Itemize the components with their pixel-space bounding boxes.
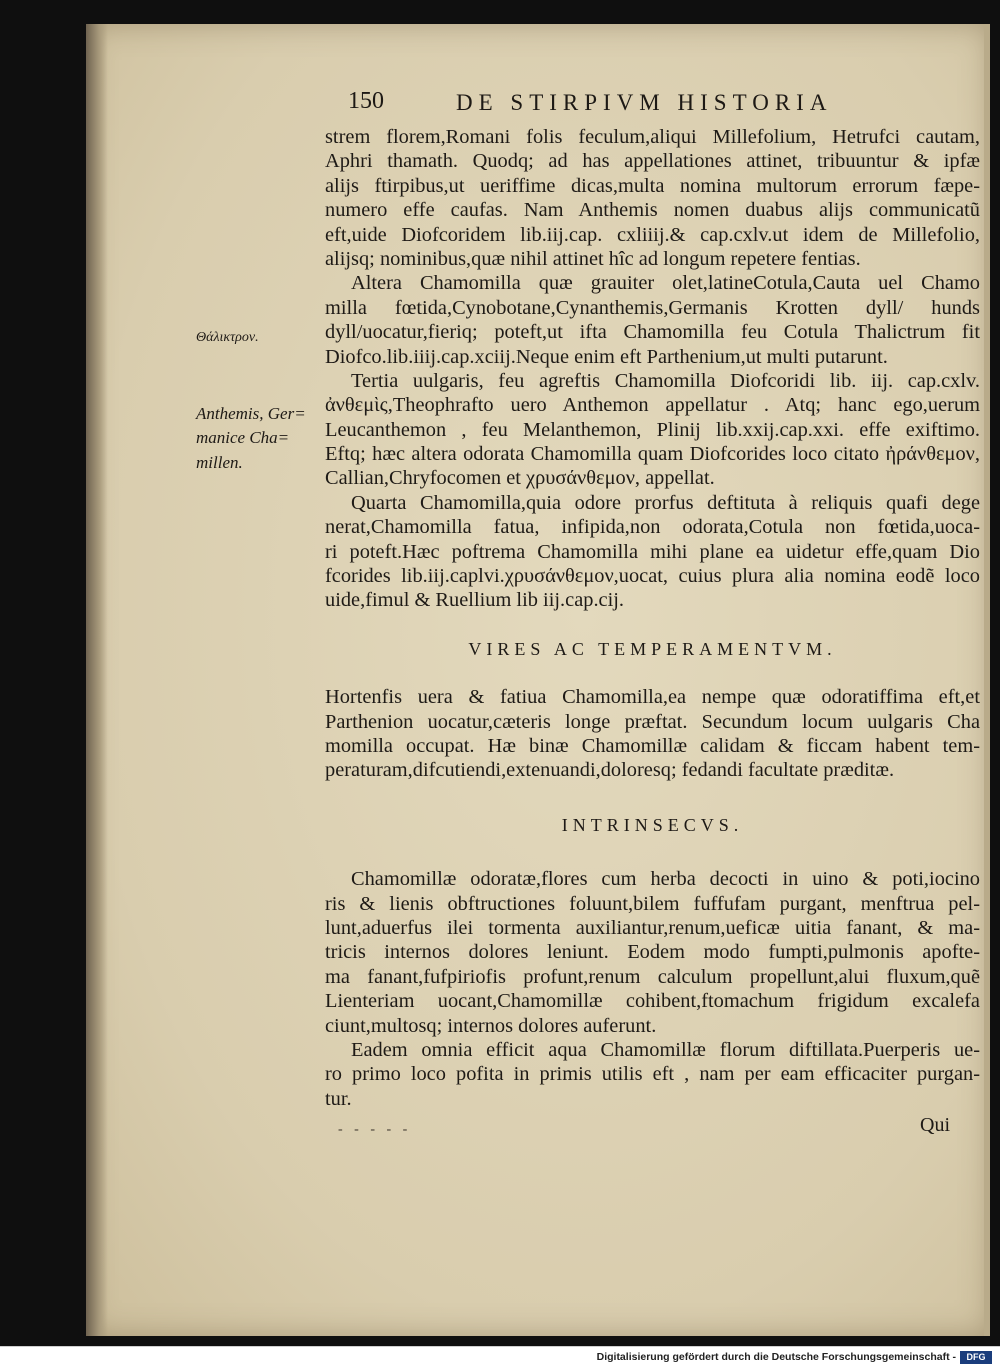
text-line: Lienteriam uocant,Chamomillæ cohibent,ftomachum frigidum excalefa (325, 990, 980, 1013)
margin-note-anthemis (196, 402, 306, 475)
body-text (325, 125, 980, 1135)
page-edge (984, 24, 990, 1336)
bottom-dashes: - - - - - (338, 1122, 412, 1137)
section-heading-vires: VIRES AC TEMPERAMENTVM. (468, 638, 837, 659)
text-line: momilla occupat. Hæ binæ Chamomillæ calidam & ficcam habent tem- (325, 734, 980, 757)
text-line: Leucanthemon , feu Melanthemon, Plinij lib.xxij.cap.xxi. effe exiftimo. (325, 418, 980, 441)
text-line: milla fœtida,Cynobotane,Cynanthemis,Germanis Krotten dyll/ hunds (325, 296, 980, 319)
text-line: eft,uide Diofcoridem lib.iij.cap. cxliiij.& cap.cxlv.ut idem de Millefolio, (325, 223, 980, 246)
text-line: Eftq; hæc altera odorata Chamomilla quam Diofcorides loco citato ἠράνθεμον, (325, 443, 980, 466)
text-line: peraturam,difcutiendi,extenuandi,doloresq; fedandi facultate præditæ. (325, 759, 895, 782)
catchword: Qui (920, 1114, 950, 1136)
text-line: ma fanant,fufpiriofis profunt,renum calculum propellunt,alui fluxum,quẽ (325, 965, 980, 988)
dfg-logo: DFG (960, 1351, 992, 1364)
text-line: uide,fimul & Ruellium lib iij.cap.cij. (325, 589, 625, 612)
text-line: Diofco.lib.iiij.cap.xciij.Neque enim eft Parthenium,ut multi putarunt. (325, 345, 888, 368)
footer-credit: Digitalisierung gefördert durch die Deutsche Forschungsgemeinschaft - (596, 1351, 956, 1363)
text-line: alijsq; nominibus,quæ nihil attinet hîc ad longum repetere fentias. (325, 247, 861, 270)
running-head: DE STIRPIVM HISTORIA (456, 90, 833, 115)
text-line: Altera Chamomilla quæ grauiter olet,latineCotula,Cauta uel Chamo (351, 272, 980, 295)
text-line: Eadem omnia efficit aqua Chamomillæ florum diftillata.Puerperis ue- (351, 1038, 980, 1061)
text-line: ri poteft.Hæc poftrema Chamomilla mihi plane ea uidetur effe,quam Dio (325, 540, 980, 563)
text-line: fcorides lib.iij.caplvi.χρυσάνθεμον,uocat, cuius plura alia nomina eodẽ loco (325, 565, 980, 588)
spacer (325, 783, 980, 813)
section-heading-intrinsecus: INTRINSECVS. (561, 814, 744, 835)
text-line: Quarta Chamomilla,quia odore prorfus deftituta à reliquis quafi dege (351, 491, 980, 514)
text-line: strem florem,Romani folis feculum,aliqui Millefolium, Hetrufci cautam, (325, 126, 980, 148)
text-line: tur. (325, 1087, 352, 1110)
text-line: ro primo loco pofita in primis utilis eft , nam per eam efficaciter purgan- (325, 1063, 980, 1086)
text-line: alijs ftirpibus,ut ueriffime dicas,multa nomina multorum errorum fæpe- (325, 174, 980, 197)
text-line: Callian,Chryfocomen et χρυσάνθεμον, appellat. (325, 467, 715, 490)
text-line: tricis internos dolores leniunt. Eodem modo fumpti,pulmonis apofte- (325, 941, 980, 964)
margin-note-line: millen. (196, 452, 243, 472)
text-line: Chamomillæ odoratæ,flores cum herba decocti in uino & poti,iocino (351, 868, 980, 891)
spacer (325, 661, 980, 685)
page-number: 150 (348, 88, 384, 114)
margin-note-line: manice Cha= (196, 428, 290, 448)
text-line: ris & lienis obftructiones foluunt,bilem fuffufam purgant, menftrua pel- (325, 892, 980, 915)
spacer (325, 613, 980, 637)
book-spine-shadow (86, 24, 108, 1336)
text-line: dyll/uocatur,fieriq; poteft,ut ifta Chamomilla feu Cotula Thalictrum fit (325, 321, 980, 344)
text-line: ἀνθεμὶς,Theophrafto uero Anthemon appellatur . Atq; hanc ego,uerum (325, 394, 980, 417)
margin-note-greek: Θάλικτρον. (196, 330, 259, 345)
text-line: ciunt,multosq; internos dolores auferunt. (325, 1014, 657, 1037)
text-line: Aphri thamath. Quodq; ad has appellationes attinet, tribuuntur & ipfæ (325, 150, 980, 173)
text-line: lunt,aduerfus ilei tormenta auxiliantur,renum,ueficæ uitia fanant, & ma- (325, 916, 980, 939)
text-line: Hortenfis uera & fatiua Chamomilla,ea nempe quæ odoratiffima eft,et (325, 686, 980, 709)
text-line: Parthenion uocatur,cæteris longe præftat. Secundum locum uulgaris Cha (325, 710, 980, 733)
text-line: numero effe caufas. Nam Anthemis nomen duabus alijs communicatũ (325, 199, 980, 222)
digitization-footer (0, 1346, 1000, 1369)
text-line: nerat,Chamomilla fatua, infipida,non odorata,Cotula non fœtida,uoca- (325, 516, 980, 539)
margin-note-line: Anthemis, Ger= (196, 404, 306, 423)
page-header (348, 88, 858, 118)
spacer (325, 837, 980, 867)
text-line: Tertia uulgaris, feu agreftis Chamomilla Diofcoridi lib. iij. cap.cxlv. (351, 369, 980, 392)
